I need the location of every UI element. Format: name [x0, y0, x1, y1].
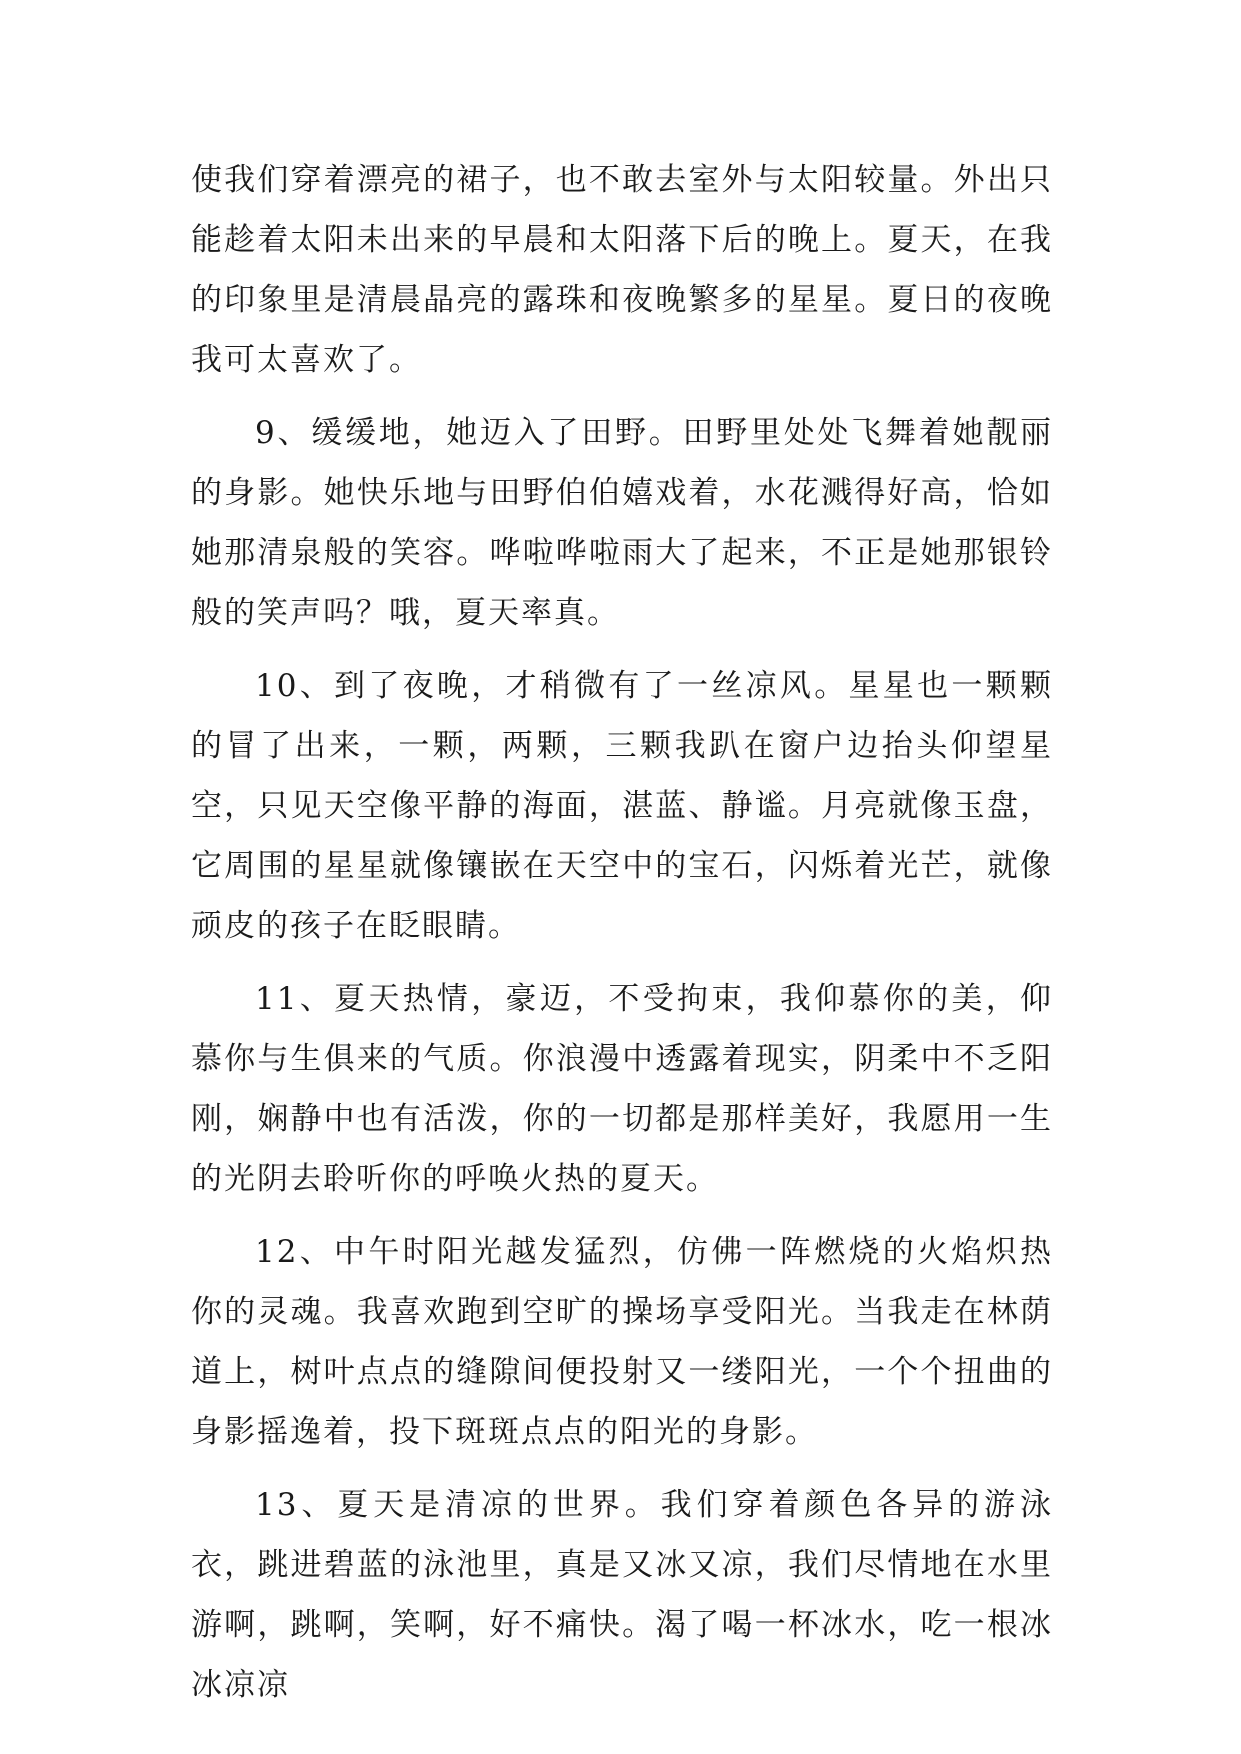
paragraph-10: 10、到了夜晚，才稍微有了一丝凉风。星星也一颗颗的冒了出来，一颗，两颗，三颗我趴在窗户边抬头仰望星空，只见天空像平静的海面，湛蓝、静谧。月亮就像玉盘，它周围的星星就像镶嵌在天空中的宝石，闪烁着光芒，就像顽皮的孩子在眨眼睛。 — [191, 668, 1053, 944]
paragraph-13: 13、夏天是清凉的世界。我们穿着颜色各异的游泳衣，跳进碧蓝的泳池里，真是又冰又凉，我们尽情地在水里游啊，跳啊，笑啊，好不痛快。渴了喝一杯冰水，吃一根冰冰凉凉 — [191, 1487, 1053, 1703]
paragraph-9: 9、缓缓地，她迈入了田野。田野里处处飞舞着她靓丽的身影。她快乐地与田野伯伯嬉戏着，水花溅得好高，恰如她那清泉般的笑容。哗啦哗啦雨大了起来，不正是她那银铃般的笑声吗？哦，夏天率真。 — [191, 415, 1053, 631]
paragraph-12: 12、中午时阳光越发猛烈，仿佛一阵燃烧的火焰炽热你的灵魂。我喜欢跑到空旷的操场享受阳光。当我走在林荫道上，树叶点点的缝隙间便投射又一缕阳光，一个个扭曲的身影摇逸着，投下斑斑点点的阳光的身影。 — [191, 1234, 1053, 1450]
document-body — [191, 150, 1053, 1728]
paragraph-8-continued: 使我们穿着漂亮的裙子，也不敢去室外与太阳较量。外出只能趁着太阳未出来的早晨和太阳落下后的晚上。夏天，在我的印象里是清晨晶亮的露珠和夜晚繁多的星星。夏日的夜晚我可太喜欢了。 — [191, 162, 1053, 378]
paragraph-11: 11、夏天热情，豪迈，不受拘束，我仰慕你的美，仰慕你与生俱来的气质。你浪漫中透露着现实，阴柔中不乏阳刚，娴静中也有活泼，你的一切都是那样美好，我愿用一生的光阴去聆听你的呼唤火热的夏天。 — [191, 981, 1053, 1197]
